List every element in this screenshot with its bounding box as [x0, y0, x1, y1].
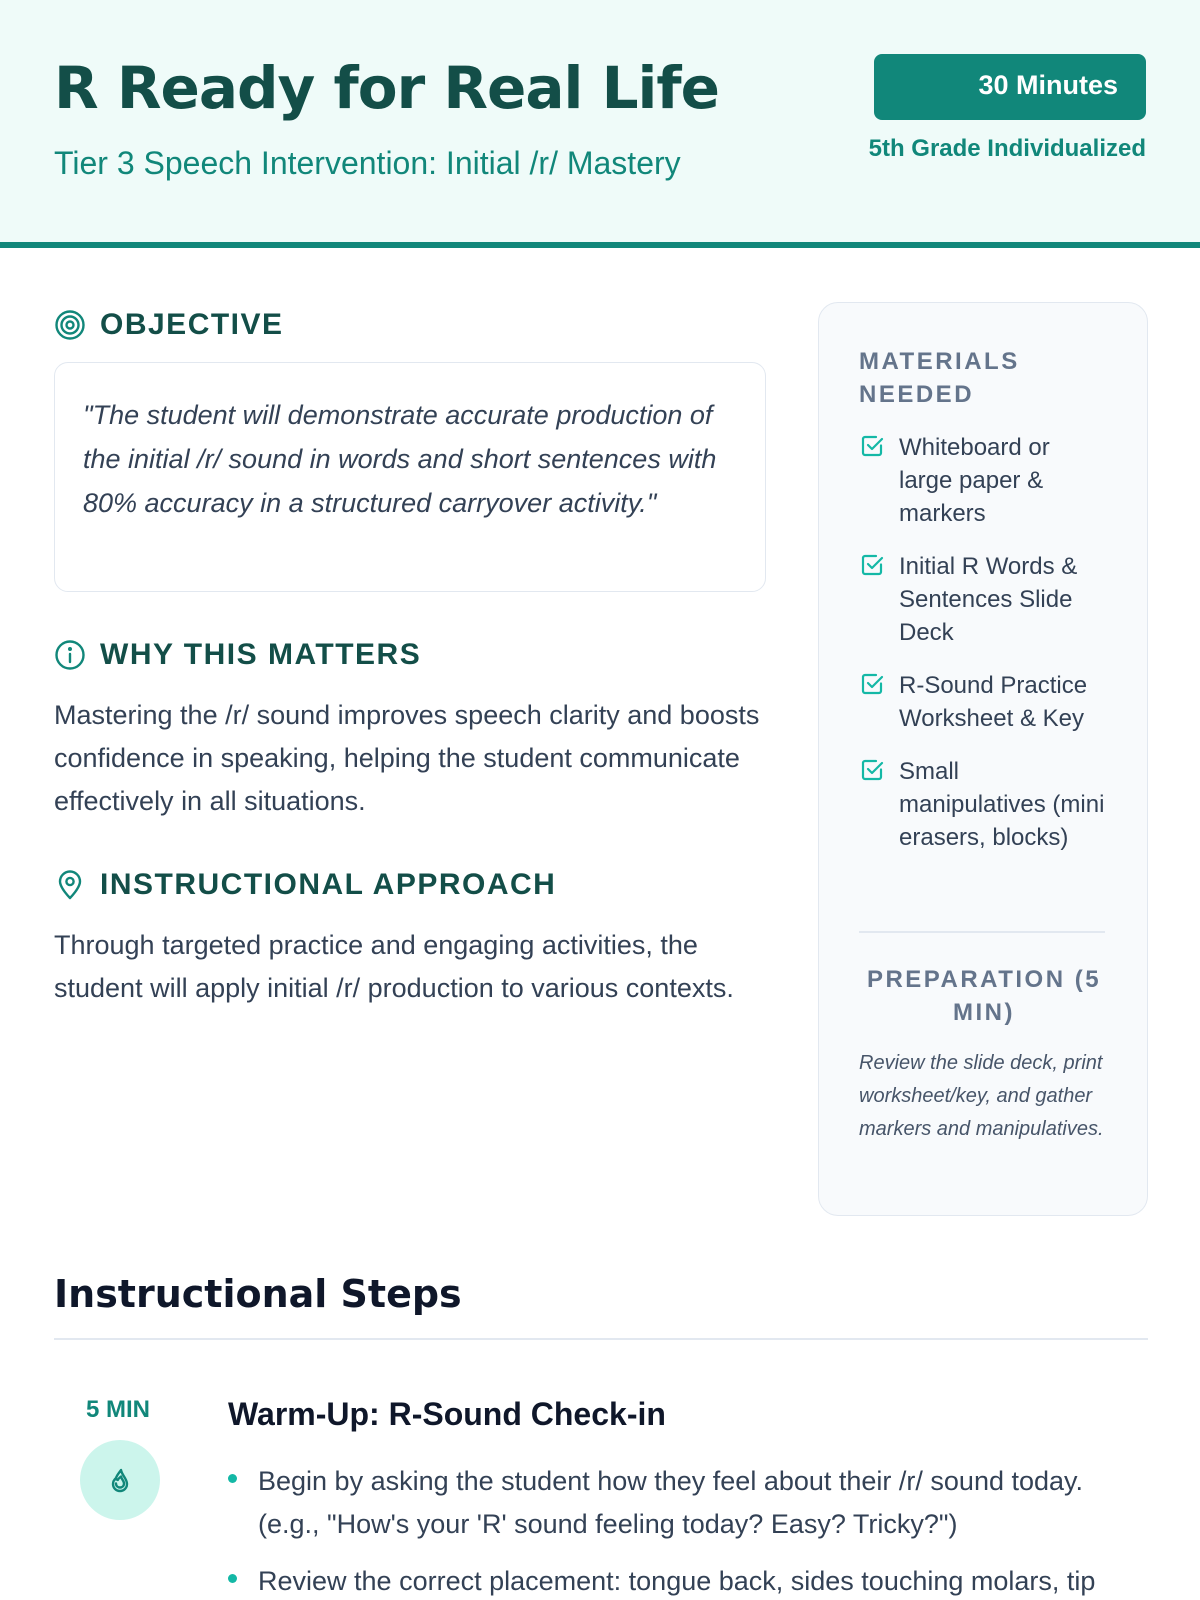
objective-box: "The student will demonstrate accurate production of the initial /r/ sound in words and short sentences with 80% accuracy in a structured carryover activity." — [54, 362, 766, 592]
sidebar-divider — [859, 931, 1105, 933]
step-icon-badge — [80, 1440, 160, 1520]
objective-heading — [54, 308, 284, 342]
preparation-heading: PREPARATION (5 MIN) — [866, 966, 1102, 1026]
why-text: Mastering the /r/ sound improves speech clarity and boosts confidence in speaking, helping the student communicate effectively in all situations. — [54, 700, 760, 816]
preparation-text: Review the slide deck, print worksheet/key, and gather markers and manipulatives. — [859, 1052, 1104, 1140]
material-item — [859, 755, 1109, 854]
objective-heading-label: OBJECTIVE — [100, 308, 284, 341]
approach-text: Through targeted practice and engaging activities, the student will apply initial /r/ production to various contexts. — [54, 930, 734, 1003]
step-bullet: Review the correct placement: tongue back, sides touching molars, tip — [228, 1560, 1148, 1600]
material-label: R-Sound Practice Worksheet & Key — [899, 672, 1088, 732]
checkbox-icon — [859, 757, 885, 783]
why-heading-label: WHY THIS MATTERS — [100, 638, 422, 671]
step-bullet-list — [228, 1460, 1148, 1600]
step-time: 5 MIN — [86, 1396, 151, 1423]
map-pin-icon — [54, 869, 86, 901]
material-item — [859, 550, 1109, 649]
checkbox-icon — [859, 433, 885, 459]
materials-sidebar — [818, 302, 1148, 1216]
material-item — [859, 669, 1109, 735]
steps-title: Instructional Steps — [54, 1272, 462, 1316]
step-title: Warm-Up: R-Sound Check-in — [228, 1396, 666, 1432]
info-icon — [54, 639, 86, 671]
step-bullet: Begin by asking the student how they feel about their /r/ sound today. (e.g., "How's your 'R' sound feeling today? Easy? Tricky?") — [228, 1460, 1148, 1546]
grade-label: 5th Grade Individualized — [868, 135, 1146, 162]
material-label: Initial R Words & Sentences Slide Deck — [899, 553, 1078, 646]
why-heading — [54, 638, 421, 672]
approach-heading-label: INSTRUCTIONAL APPROACH — [100, 868, 557, 901]
material-item — [859, 431, 1109, 530]
duration-badge: 30 Minutes — [874, 54, 1146, 120]
material-label: Whiteboard or large paper & markers — [899, 434, 1050, 527]
approach-heading — [54, 868, 556, 902]
checkbox-icon — [859, 552, 885, 578]
flame-icon — [103, 1463, 137, 1497]
lesson-header — [0, 0, 1200, 248]
steps-divider — [54, 1338, 1148, 1340]
target-icon — [54, 309, 86, 341]
material-label: Small manipulatives (mini erasers, blocks) — [899, 758, 1105, 851]
lesson-subtitle: Tier 3 Speech Intervention: Initial /r/ Mastery — [54, 145, 681, 181]
materials-heading: MATERIALS NEEDED — [859, 348, 1020, 408]
checkbox-icon — [859, 671, 885, 697]
materials-list — [859, 431, 1109, 874]
lesson-title: R Ready for Real Life — [54, 54, 720, 122]
